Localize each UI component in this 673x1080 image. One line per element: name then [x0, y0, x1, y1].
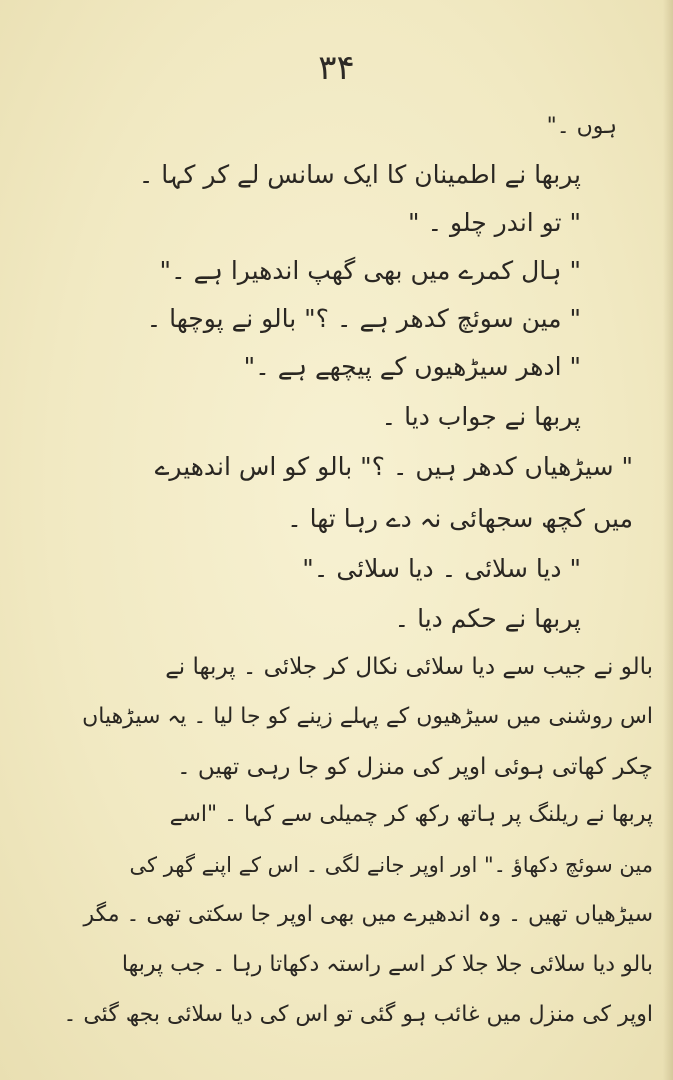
text-line-6: " ادھر سیڑھیوں کے پیچھے ہے ۔" — [243, 352, 581, 381]
page-number: ۳۴ — [318, 48, 355, 88]
text-line-1: ہوں ۔" — [546, 114, 617, 139]
text-line-18: بالو دیا سلائی جلا جلا کر اسے راستہ دکھاتا رہا ۔ جب پربھا — [121, 952, 653, 977]
text-line-17: سیڑھیاں تھیں ۔ وہ اندھیرے میں بھی اوپر جا سکتی تھی ۔ مگر — [83, 902, 653, 927]
text-line-19: اوپر کی منزل میں غائب ہو گئی تو اس کی دیا سلائی بجھ گئی ۔ — [63, 1002, 653, 1027]
text-line-13: اس روشنی میں سیڑھیوں کے پہلے زینے کو جا لیا ۔ یہ سیڑھیاں — [82, 704, 653, 729]
text-line-16: مین سوئچ دکھاؤ ۔" اور اوپر جانے لگی ۔ اس کے اپنے گھر کی — [129, 853, 653, 877]
page-edge-shadow — [663, 0, 673, 1080]
text-line-4: " ہال کمرے میں بھی گھپ اندھیرا ہے ۔" — [159, 256, 581, 285]
text-line-15: پربھا نے ریلنگ پر ہاتھ رکھ کر چمیلی سے کہا ۔ "اسے — [169, 802, 653, 827]
text-line-3: " تو اندر چلو ۔ " — [408, 208, 581, 237]
text-line-9: میں کچھ سجھائی نہ دے رہا تھا ۔ — [287, 504, 633, 533]
text-line-5: " مین سوئچ کدھر ہے ۔ ؟" بالو نے پوچھا ۔ — [146, 304, 581, 333]
text-line-14: چکر کھاتی ہوئی اوپر کی منزل کو جا رہی تھیں ۔ — [177, 754, 653, 780]
text-line-8: " سیڑھیاں کدھر ہیں ۔ ؟" بالو کو اس اندھیرے — [154, 452, 633, 481]
text-line-10: " دیا سلائی ۔ دیا سلائی ۔" — [302, 554, 581, 583]
text-line-11: پربھا نے حکم دیا ۔ — [394, 604, 581, 633]
text-line-12: بالو نے جیب سے دیا سلائی نکال کر جلائی ۔ پربھا نے — [165, 654, 653, 680]
text-line-7: پربھا نے جواب دیا ۔ — [381, 402, 581, 431]
text-line-2: پربھا نے اطمینان کا ایک سانس لے کر کہا ۔ — [138, 160, 581, 189]
